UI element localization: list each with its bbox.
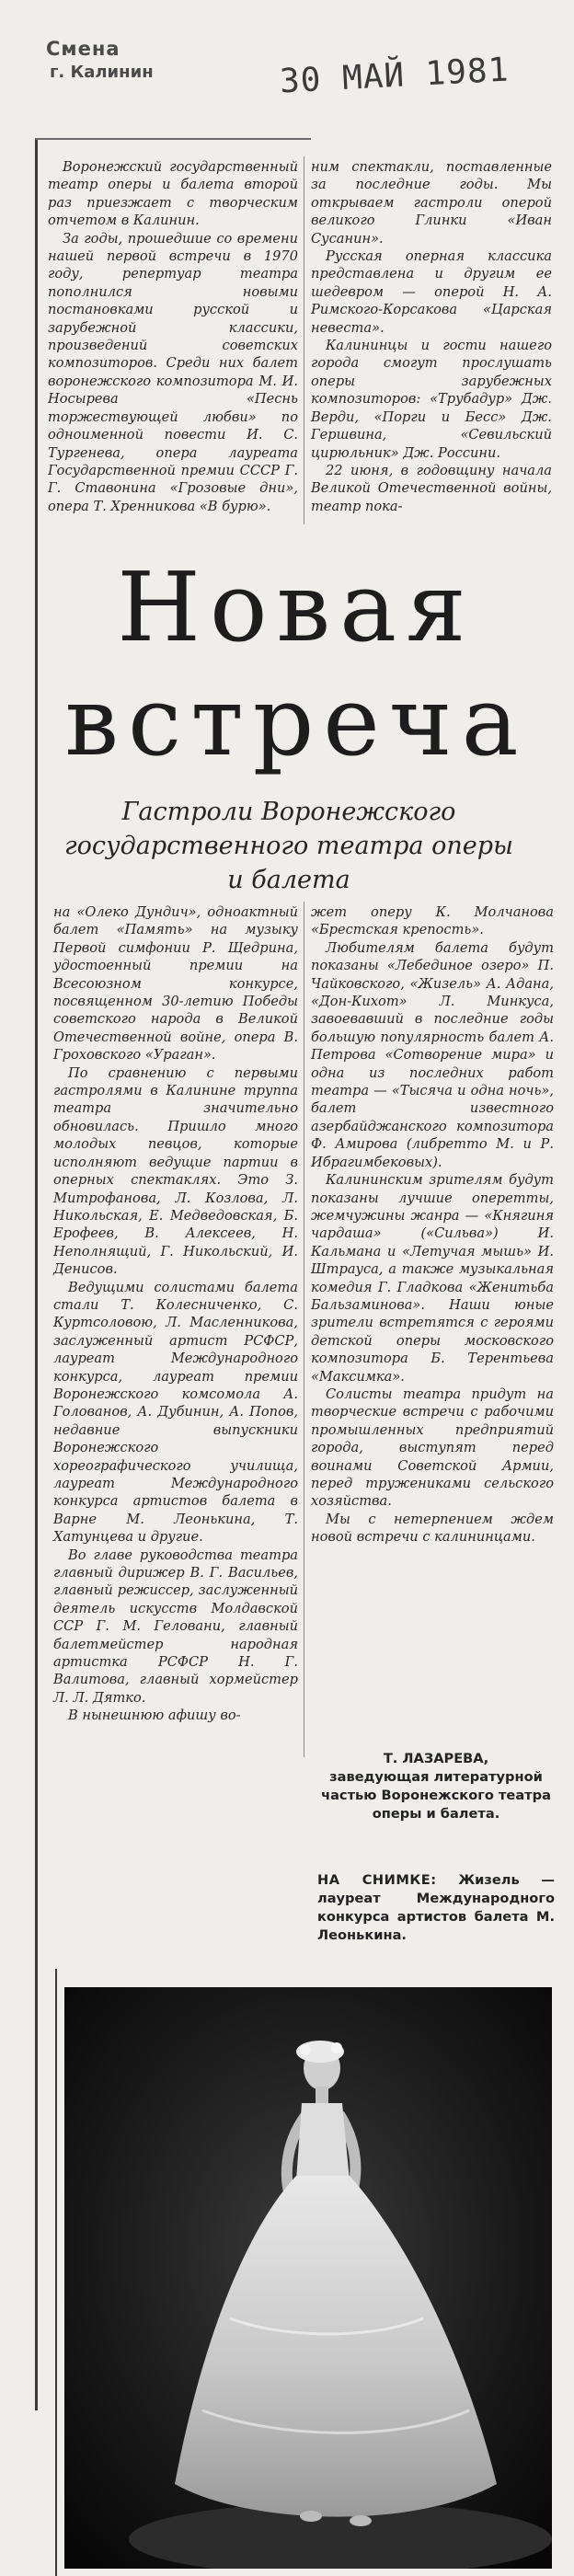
body-right-paragraph: жет оперу К. Молчанова «Брестская крепость». xyxy=(311,904,554,938)
intro-column-right xyxy=(311,158,552,515)
photo-caption xyxy=(317,1871,555,1945)
ballerina-photo xyxy=(64,1987,552,2569)
intro-right-paragraph: Калининцы и гости нашего города смогут прослушать оперы зарубежных композиторов: «Трубадур» Дж. Верди, «Порги и Бесс» Дж. Гершвина, «Севильский цирюльник» Дж. Россини. xyxy=(311,338,552,461)
clipping-top-rule xyxy=(35,138,311,140)
author-name: Т. ЛАЗАРЕВА, xyxy=(383,1751,489,1766)
intro-right-paragraph: ним спектакли, поставленные за последние годы. Мы открываем гастроли оперой великого Глинки «Иван Сусанин». xyxy=(311,159,552,247)
clipping-divider-photo xyxy=(55,1969,57,2576)
intro-left-paragraph: Воронежский государственный театр оперы и балета второй раз приезжает с творческим отчетом в Калинин. xyxy=(48,159,298,229)
intro-column-left xyxy=(48,158,298,515)
caption-label: НА СНИМКЕ: xyxy=(317,1872,437,1888)
intro-right-paragraph: Русская оперная классика представлена и другим ее шедевром — оперой Н. А. Римского-Корсакова «Царская невеста». xyxy=(311,248,552,336)
caption-text: Жизель — лауреат Международного конкурса артистов балета М. Леонькина. xyxy=(317,1872,555,1943)
stamp-newspaper-name: Смена xyxy=(46,38,121,60)
body-left-paragraph: По сравнению с первыми гастролями в Калинине труппа театра значительно обновилась. Пришло много молодых певцов, которые исполняют ведущие партии в оперных спектаклях. Это З. Митрофанова, Л. Козлова, Л. Никольская, Е. Медведовская, Б. Ерофеев, В. Алексеев, Н. Неполнящий, Г. Никольский, И. Денисов. xyxy=(53,1064,298,1278)
body-left-paragraph: на «Олеко Дундич», одноактный балет «Память» на музыку Первой симфонии Р. Щедрина, удостоенный премии на Всесоюзном конкурсе, посвященном 30-летию Победы советского народа в Великой Отечественной войне, опера В. Гроховского «Ураган». xyxy=(53,904,298,1064)
body-left-paragraph: Ведущими солистами балета стали Т. Колесниченко, С. Куртсоловою, Л. Масленникова, заслуженный артист РСФСР, лауреат Международного конкурса, лауреат премии Воронежского комсомола А. Голованов, А. Дубинин, А. Попов, недавние выпускники Воронежского хореографического училища, лауреат Международного конкурса артистов балета в Варне М. Леонькина, Т. Хатунцева и другие. xyxy=(53,1279,298,1546)
body-right-paragraph: Мы с нетерпением ждем новой встречи с калининцами. xyxy=(311,1511,554,1546)
intro-left-paragraph: За годы, прошедшие со времени нашей первой встречи в 1970 году, репертуар театра пополнился новыми постановками русской и зарубежной классики, произведений советских композиторов. Среди них балет воронежского композитора М. И. Носырева «Песнь торжествующей любви» по одноименной повести И. С. Тургенева, опера лауреата Государственной премии СССР Г. Г. Ставонина «Грозовые дни», опера Т. Хренникова «В бурю». xyxy=(48,230,298,514)
body-left-paragraph: В нынешнюю афишу во- xyxy=(68,1708,241,1724)
body-right-paragraph: Солисты театра придут на творческие встречи с рабочими промышленных предприятий города, выступят перед воинами Советской Армии, перед тружениками сельского хозяйства. xyxy=(311,1386,554,1510)
newspaper-stamp xyxy=(46,37,154,85)
ballerina-image xyxy=(64,1987,552,2569)
clipping-left-edge xyxy=(35,138,38,2410)
intro-right-paragraph: 22 июня, в годовщину начала Великой Отечественной войны, театр пока- xyxy=(311,462,552,514)
stamp-city: г. Калинин xyxy=(50,63,154,82)
body-column-left xyxy=(53,903,298,1725)
author-signature xyxy=(317,1750,555,1823)
body-column-right xyxy=(311,903,554,1547)
body-right-paragraph: Калининским зрителям будут показаны лучшие оперетты, жемчужины жанра — «Княгиня чардаша» («Сильва») И. Кальмана и «Летучая мышь» И. Штрауса, а также музыкальная комедия Г. Гладкова «Женитьба Бальзаминова». Наши юные зрители встретятся с героями детской оперы московского композитора Б. Терентьева «Максимка». xyxy=(311,1172,554,1385)
article-subheadline: Гастроли Воронежского государственного театра оперы и балета xyxy=(63,798,514,894)
body-right-paragraph: Любителям балета будут показаны «Лебединое озеро» П. Чайковского, «Жизель» А. Адана, «Дон-Кихот» Л. Минкуса, завоевавший в последние годы большую популярность балет А. Петрова «Сотворение мира» и одна из последних работ театра — «Тысяча и одна ночь», балет известного азербайджанского композитора Ф. Амирова (либретто М. и Р. Ибрагимбековых). xyxy=(311,939,554,1170)
stamp-date: 30 МАЙ 1981 xyxy=(279,51,511,101)
author-position: заведующая литературной частью Воронежского театра оперы и балета. xyxy=(321,1769,551,1822)
article-headline: Новая встреча xyxy=(64,551,528,777)
body-left-paragraph: Во главе руководства театра главный дирижер В. Г. Васильев, главный режиссер, заслуженный деятель искусств Молдавской ССР Г. М. Геловани, главный балетмейстер народная артистка РСФСР Н. Г. Валитова, главный хормейстер Л. Л. Дятко. xyxy=(53,1547,298,1706)
